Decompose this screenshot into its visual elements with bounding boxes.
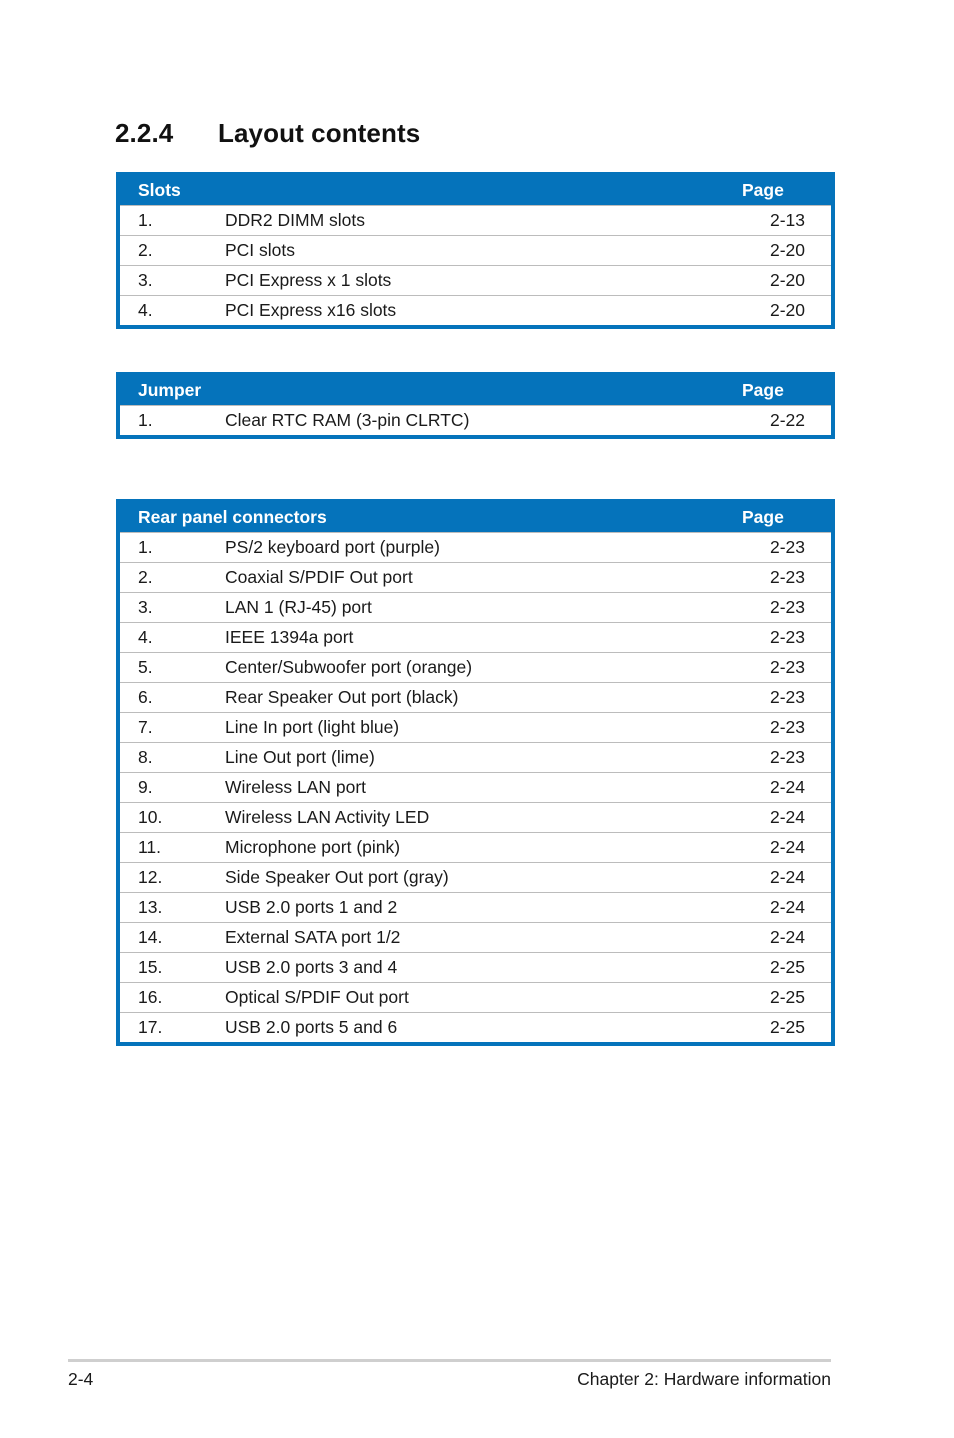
row-number: 7.: [138, 717, 153, 737]
row-page: 2-23: [769, 747, 805, 767]
row-number: 10.: [138, 807, 163, 827]
row-number: 4.: [138, 300, 153, 320]
row-label: Clear RTC RAM (3-pin CLRTC): [225, 410, 470, 430]
row-label: DDR2 DIMM slots: [225, 210, 366, 230]
slots-table-title: Slots: [138, 180, 181, 200]
row-label: Side Speaker Out port (gray): [225, 867, 449, 887]
table-row: [120, 622, 831, 652]
row-page: 2-25: [769, 987, 805, 1007]
footer-rule: [68, 1359, 831, 1362]
table-row: [120, 952, 831, 982]
row-label: USB 2.0 ports 1 and 2: [225, 897, 398, 917]
row-label: Coaxial S/PDIF Out port: [225, 567, 413, 587]
row-number: 3.: [138, 270, 153, 290]
row-number: 16.: [138, 987, 163, 1007]
row-number: 2.: [138, 567, 153, 587]
slots-table-header: [116, 172, 835, 205]
row-label: Wireless LAN port: [225, 777, 367, 797]
table-row: [120, 205, 831, 235]
row-number: 6.: [138, 687, 153, 707]
table-row: [120, 892, 831, 922]
row-page: 2-23: [769, 537, 805, 557]
table-row: [120, 265, 831, 295]
row-page: 2-20: [769, 240, 805, 260]
slots-table: [116, 172, 835, 329]
row-number: 11.: [138, 837, 162, 857]
slots-page-header: Page: [742, 180, 784, 200]
row-number: 1.: [138, 410, 153, 430]
jumper-table-header: [116, 372, 835, 405]
table-row: [120, 235, 831, 265]
jumper-table-title: Jumper: [138, 380, 202, 400]
row-page: 2-24: [769, 777, 805, 797]
rear-panel-table-header: [116, 499, 835, 532]
row-label: USB 2.0 ports 3 and 4: [225, 957, 398, 977]
row-page: 2-13: [769, 210, 805, 230]
row-number: 15.: [138, 957, 163, 977]
row-label: Microphone port (pink): [225, 837, 401, 857]
row-page: 2-23: [769, 627, 805, 647]
row-page: 2-23: [769, 597, 805, 617]
row-label: PCI Express x16 slots: [225, 300, 397, 320]
row-page: 2-23: [769, 687, 805, 707]
row-page: 2-23: [769, 657, 805, 677]
footer-chapter-title: Chapter 2: Hardware information: [577, 1369, 831, 1389]
table-row: [120, 982, 831, 1012]
jumper-page-header: Page: [742, 380, 784, 400]
row-number: 12.: [138, 867, 163, 887]
row-number: 3.: [138, 597, 153, 617]
row-label: External SATA port 1/2: [225, 927, 401, 947]
row-page: 2-24: [769, 867, 805, 887]
row-page: 2-20: [769, 300, 805, 320]
row-label: Rear Speaker Out port (black): [225, 687, 459, 707]
table-row: [120, 592, 831, 622]
row-page: 2-23: [769, 717, 805, 737]
table-row: [120, 562, 831, 592]
row-number: 4.: [138, 627, 153, 647]
row-number: 13.: [138, 897, 163, 917]
row-page: 2-24: [769, 837, 805, 857]
table-row: [120, 295, 831, 325]
row-page: 2-25: [769, 957, 805, 977]
table-row: [120, 652, 831, 682]
table-row: [120, 1012, 831, 1042]
row-label: Wireless LAN Activity LED: [225, 807, 430, 827]
table-row: [120, 682, 831, 712]
footer-page-number: 2-4: [68, 1369, 94, 1389]
table-row: [120, 862, 831, 892]
row-number: 17.: [138, 1017, 163, 1037]
row-label: IEEE 1394a port: [225, 627, 354, 647]
table-row: [120, 742, 831, 772]
row-label: Line In port (light blue): [225, 717, 400, 737]
row-label: LAN 1 (RJ-45) port: [225, 597, 372, 617]
row-label: PCI Express x 1 slots: [225, 270, 392, 290]
row-page: 2-25: [769, 1017, 805, 1037]
row-page: 2-20: [769, 270, 805, 290]
row-number: 1.: [138, 210, 153, 230]
row-number: 14.: [138, 927, 163, 947]
row-label: Optical S/PDIF Out port: [225, 987, 409, 1007]
row-page: 2-24: [769, 897, 805, 917]
section-title: Layout contents: [218, 118, 421, 148]
row-number: 1.: [138, 537, 153, 557]
table-row: [120, 405, 831, 435]
row-page: 2-23: [769, 567, 805, 587]
rear-panel-table: [116, 499, 835, 1046]
row-number: 9.: [138, 777, 153, 797]
table-row: [120, 802, 831, 832]
table-row: [120, 922, 831, 952]
rear-panel-table-title: Rear panel connectors: [138, 507, 327, 527]
table-row: [120, 532, 831, 562]
table-row: [120, 832, 831, 862]
row-label: Center/Subwoofer port (orange): [225, 657, 473, 677]
table-row: [120, 712, 831, 742]
row-page: 2-24: [769, 927, 805, 947]
row-number: 8.: [138, 747, 153, 767]
row-number: 2.: [138, 240, 153, 260]
row-label: PS/2 keyboard port (purple): [225, 537, 440, 557]
section-heading: [115, 118, 420, 149]
row-label: Line Out port (lime): [225, 747, 375, 767]
section-number: 2.2.4: [115, 118, 174, 148]
row-page: 2-24: [769, 807, 805, 827]
row-label: USB 2.0 ports 5 and 6: [225, 1017, 398, 1037]
table-row: [120, 772, 831, 802]
rear-panel-page-header: Page: [742, 507, 784, 527]
row-label: PCI slots: [225, 240, 296, 260]
jumper-table: [116, 372, 835, 439]
row-page: 2-22: [769, 410, 805, 430]
row-number: 5.: [138, 657, 153, 677]
